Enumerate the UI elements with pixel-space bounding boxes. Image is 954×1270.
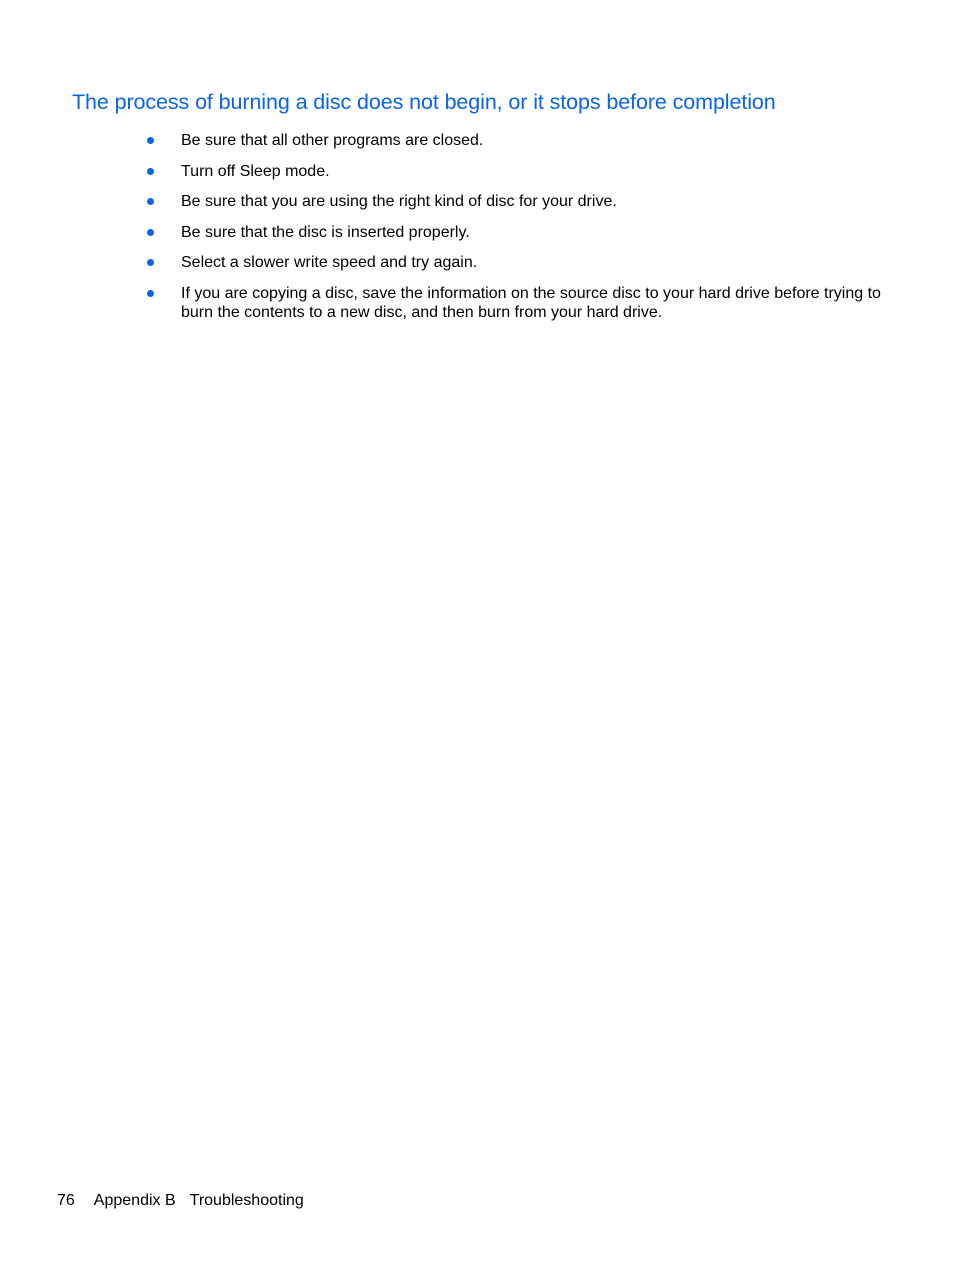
page-footer [57,1191,304,1210]
bullet-icon [147,290,154,297]
bullet-icon [147,259,154,266]
bullet-icon [147,229,154,236]
bullet-icon [147,168,154,175]
list-item-text: Be sure that the disc is inserted properly. [181,224,470,241]
list-item [181,223,881,242]
list-item-text: If you are copying a disc, save the information on the source disc to your hard drive before trying to burn the contents to a new disc, and then burn from your hard drive. [181,285,881,321]
list-item-text: Be sure that you are using the right kind of disc for your drive. [181,193,617,210]
footer-appendix: Appendix B [93,1192,176,1209]
section-heading: The process of burning a disc does not begin, or it stops before completion [72,90,776,114]
page-number: 76 [57,1192,75,1209]
list-item [181,284,881,322]
bullet-icon [147,137,154,144]
list-item [181,253,881,272]
list-item [181,162,881,181]
list-item [181,131,881,150]
footer-chapter: Troubleshooting [189,1192,304,1209]
list-item [181,192,881,211]
list-item-text: Be sure that all other programs are closed. [181,132,484,149]
list-item-text: Select a slower write speed and try again. [181,254,478,271]
list-item-text: Turn off Sleep mode. [181,163,330,180]
bullet-icon [147,198,154,205]
